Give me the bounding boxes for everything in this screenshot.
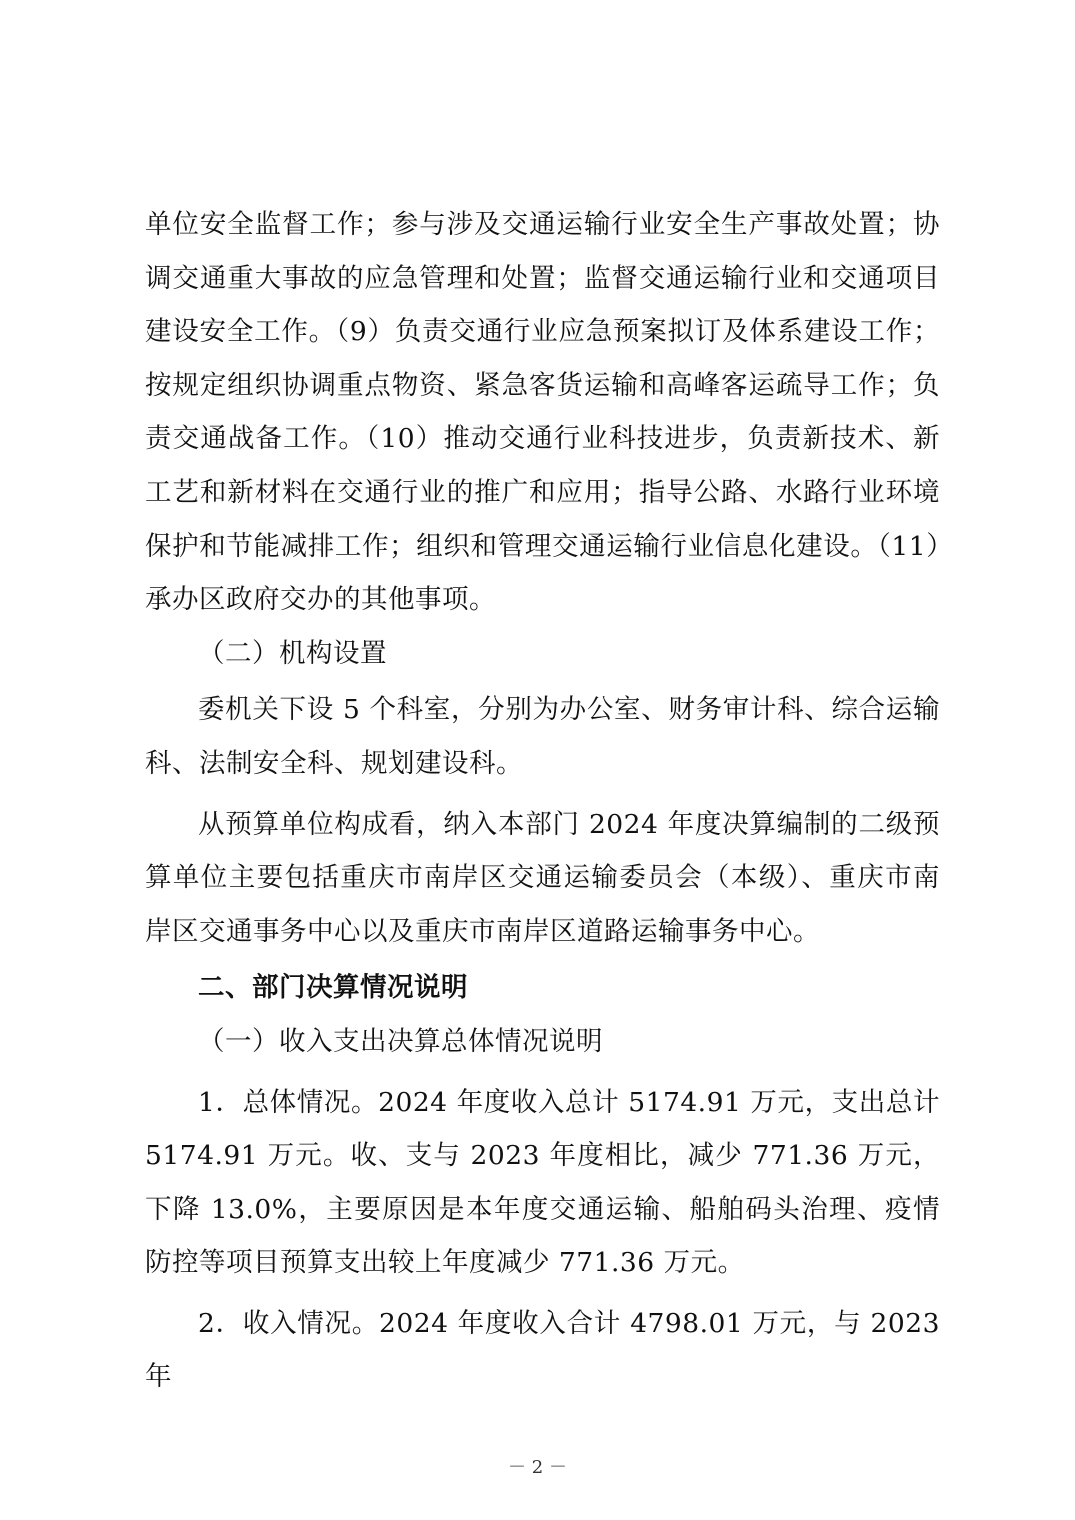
paragraph-departments: 委机关下设 5 个科室，分别为办公室、财务审计科、综合运输科、法制安全科、规划建设科。 xyxy=(145,694,940,779)
paragraph-budget-units: 从预算单位构成看，纳入本部门 2024 年度决算编制的二级预算单位主要包括重庆市南岸区交通运输委员会（本级）、重庆市南岸区交通事务中心以及重庆市南岸区道路运输事务中心。 xyxy=(145,808,940,947)
document-body xyxy=(145,198,940,1404)
continued-paragraph: 单位安全监督工作；参与涉及交通运输行业安全生产事故处置；协调交通重大事故的应急管理和处置；监督交通运输行业和交通项目建设安全工作。（9）负责交通行业应急预案拟订及体系建设工作；按规定组织协调重点物资、紧急客货运输和高峰客运疏导工作；负责交通战备工作。（10）推动交通行业科技进步，负责新技术、新工艺和新材料在交通行业的推广和应用；指导公路、水路行业环境保护和节能减排工作；组织和管理交通运输行业信息化建设。（11）承办区政府交办的其他事项。 xyxy=(145,209,940,616)
section-heading-institution: （二）机构设置 xyxy=(198,637,387,669)
paragraph-overall-situation: 1．总体情况。2024 年度收入总计 5174.91 万元，支出总计 5174.91 万元。收、支与 2023 年度相比，减少 771.36 万元，下降 13.0%，主要原因是本年度交通运输、船舶码头治理、疫情防控等项目预算支出较上年度减少 771.36 万元。 xyxy=(145,1086,940,1279)
page-number: － 2 － xyxy=(508,1457,567,1478)
subsection-heading-overview: （一）收入支出决算总体情况说明 xyxy=(198,1025,603,1057)
paragraph-income-situation: 2．收入情况。2024 年度收入合计 4798.01 万元，与 2023 年 xyxy=(145,1307,940,1393)
section-heading-final-accounts: 二、部门决算情况说明 xyxy=(198,972,468,1004)
